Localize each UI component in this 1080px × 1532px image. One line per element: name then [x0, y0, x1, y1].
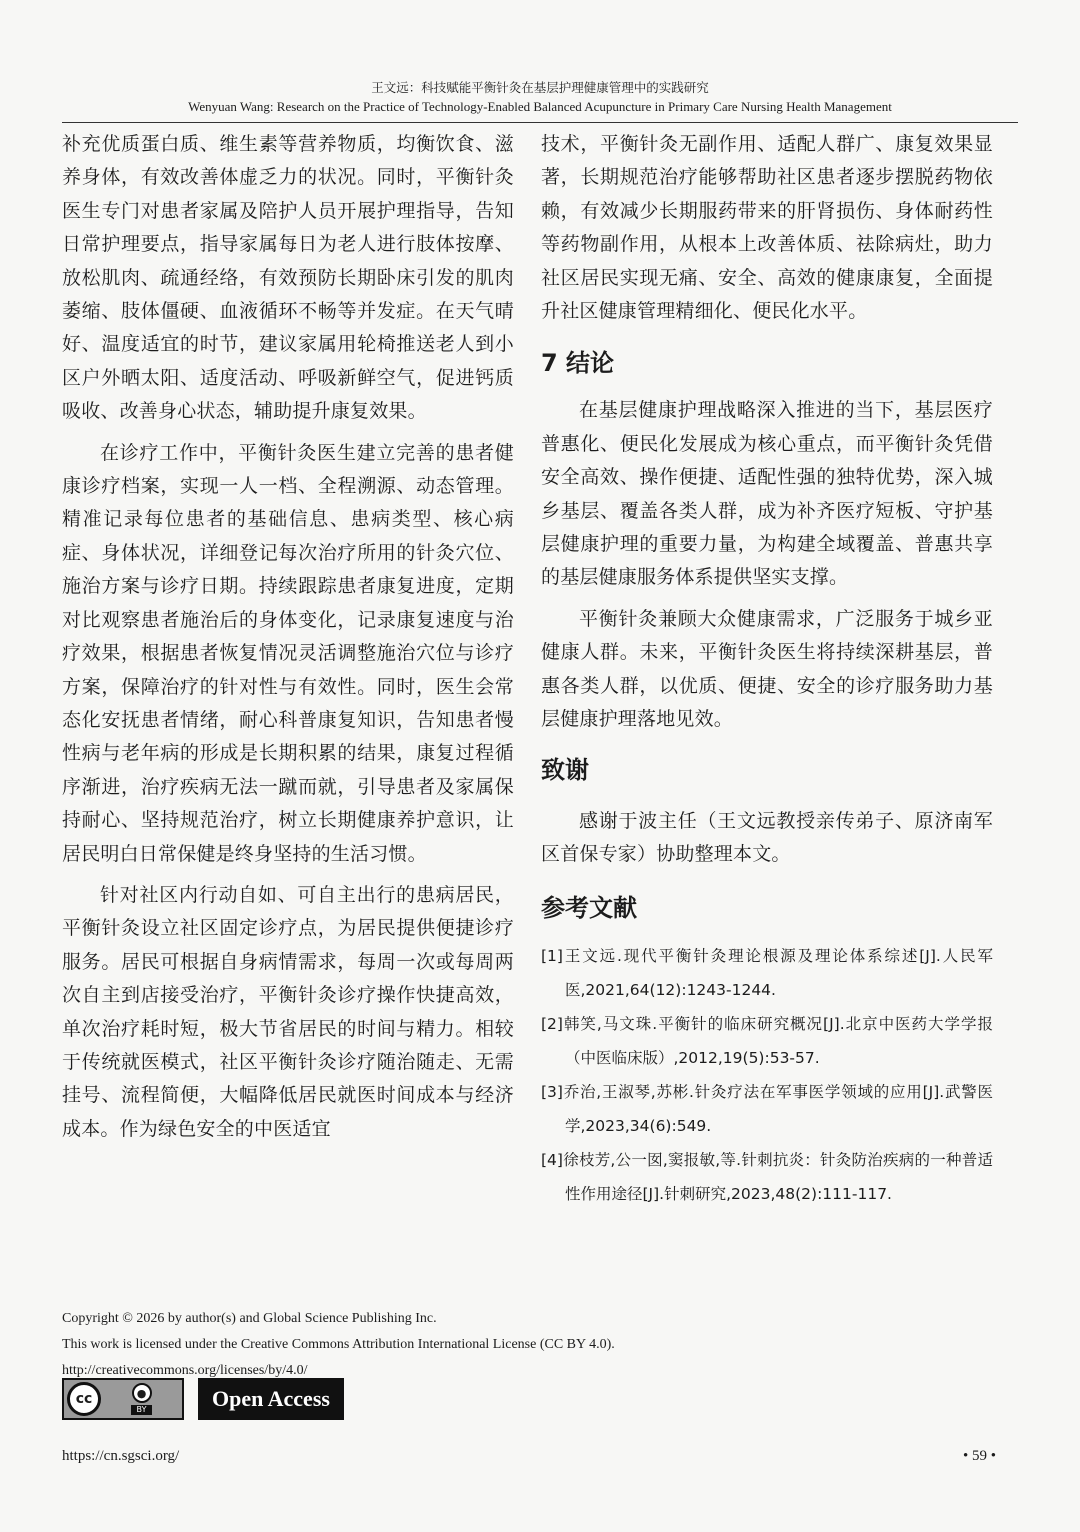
- reference-item: [4]徐枝芳,公一囡,窦报敏,等.针刺抗炎：针灸防治疾病的一种普适性作用途径[J].针刺研究,2023,48(2):111-117.: [541, 1151, 993, 1204]
- by-part: [101, 1380, 182, 1418]
- section-heading-references: 参考文献: [541, 894, 637, 923]
- reference-list: [541, 939, 993, 1211]
- running-header-zh: 王文远：科技赋能平衡针灸在基层护理健康管理中的实践研究: [371, 80, 709, 95]
- person-icon: ●: [132, 1383, 152, 1403]
- right-column: [541, 128, 993, 1211]
- section-heading-conclusion: 7 结论: [541, 349, 615, 378]
- paragraph: 在基层健康护理战略深入推进的当下，基层医疗普惠化、便民化发展成为核心重点，而平衡针灸凭借安全高效、操作便捷、适配性强的独特优势，深入城乡基层、覆盖各类人群，成为补齐医疗短板、守护基层健康护理的重要力量，为构建全域覆盖、普惠共享的基层健康服务体系提供坚实支撑。: [541, 399, 993, 589]
- license-line: This work is licensed under the Creative Commons Attribution International License (CC BY 4.0).: [62, 1337, 615, 1352]
- license-url[interactable]: http://creativecommons.org/licenses/by/4.0/: [62, 1363, 308, 1378]
- cc-icon: cc: [67, 1382, 101, 1416]
- paragraph: 感谢于波主任（王文远教授亲传弟子、原济南军区首保专家）协助整理本文。: [541, 809, 993, 865]
- paragraph: 在诊疗工作中，平衡针灸医生建立完善的患者健康诊疗档案，实现一人一档、全程溯源、动态管理。精准记录每位患者的基础信息、患病类型、核心病症、身体状况，详细登记每次治疗所用的针灸穴位、施治方案与诊疗日期。持续跟踪患者康复进度，定期对比观察患者施治后的身体变化，记录康复速度与治疗效果，根据患者恢复情况灵活调整施治穴位与诊疗方案，保障治疗的针对性与有效性。同时，医生会常态化安抚患者情绪，耐心科普康复知识，告知患者慢性病与老年病的形成是长期积累的结果，康复过程循序渐进，治疗疾病无法一蹴而就，引导患者及家属保持耐心、坚持规范治疗，树立长期健康养护意识，让居民明白日常保健是终身坚持的生活习惯。: [62, 441, 514, 865]
- header-rule: [62, 122, 1018, 123]
- license-badges: [62, 1378, 344, 1420]
- reference-item: [1]王文远.现代平衡针灸理论根源及理论体系综述[J].人民军医,2021,64(12):1243-1244.: [541, 947, 993, 1000]
- open-access-badge[interactable]: Open Access: [198, 1378, 344, 1420]
- page-number: • 59 •: [962, 1448, 996, 1464]
- section-heading-acknowledgement: 致谢: [541, 755, 589, 784]
- paragraph: 补充优质蛋白质、维生素等营养物质，均衡饮食、滋养身体，有效改善体虚乏力的状况。同时，平衡针灸医生专门对患者家属及陪护人员开展护理指导，告知日常护理要点，指导家属每日为老人进行肢体按摩、放松肌肉、疏通经络，有效预防长期卧床引发的肌肉萎缩、肢体僵硬、血液循环不畅等并发症。在天气晴好、温度适宜的时节，建议家属用轮椅推送老人到小区户外晒太阳、适度活动、呼吸新鲜空气，促进钙质吸收、改善身心状态，辅助提升康复效果。: [62, 133, 514, 423]
- paragraph: 平衡针灸兼顾大众健康需求，广泛服务于城乡亚健康人群。未来，平衡针灸医生将持续深耕基层，普惠各类人群，以优质、便捷、安全的诊疗服务助力基层健康护理落地见效。: [541, 607, 993, 731]
- reference-item: [3]乔治,王淑琴,苏彬.针灸疗法在军事医学领域的应用[J].武警医学,2023,34(6):549.: [541, 1083, 993, 1136]
- running-header: [0, 78, 1080, 116]
- by-label: BY: [131, 1405, 153, 1415]
- reference-item: [2]韩笑,马文珠.平衡针的临床研究概况[J].北京中医药大学学报（中医临床版）,2012,19(5):53-57.: [541, 1015, 993, 1068]
- paragraph: 针对社区内行动自如、可自主出行的患病居民，平衡针灸设立社区固定诊疗点，为居民提供便捷诊疗服务。居民可根据自身病情需求，每周一次或每周两次自主到店接受治疗，平衡针灸诊疗操作快捷高效，单次治疗耗时短，极大节省居民的时间与精力。相较于传统就医模式，社区平衡针灸诊疗随治随走、无需挂号、流程简便，大幅降低居民就医时间成本与经济成本。作为绿色安全的中医适宜: [62, 883, 514, 1140]
- left-column: [62, 128, 514, 1146]
- cc-by-badge[interactable]: [62, 1378, 184, 1420]
- site-url[interactable]: https://cn.sgsci.org/: [62, 1448, 180, 1464]
- license-footer: [62, 1306, 615, 1384]
- running-header-en: Wenyuan Wang: Research on the Practice of Technology-Enabled Balanced Acupuncture in Primary Care Nursing Health Management: [188, 99, 892, 114]
- copyright-line: Copyright © 2026 by author(s) and Global Science Publishing Inc.: [62, 1311, 437, 1326]
- paragraph: 技术，平衡针灸无副作用、适配人群广、康复效果显著，长期规范治疗能够帮助社区患者逐步摆脱药物依赖，有效减少长期服药带来的肝肾损伤、身体耐药性等药物副作用，从根本上改善体质、祛除病灶，助力社区居民实现无痛、安全、高效的健康康复，全面提升社区健康管理精细化、便民化水平。: [541, 133, 993, 323]
